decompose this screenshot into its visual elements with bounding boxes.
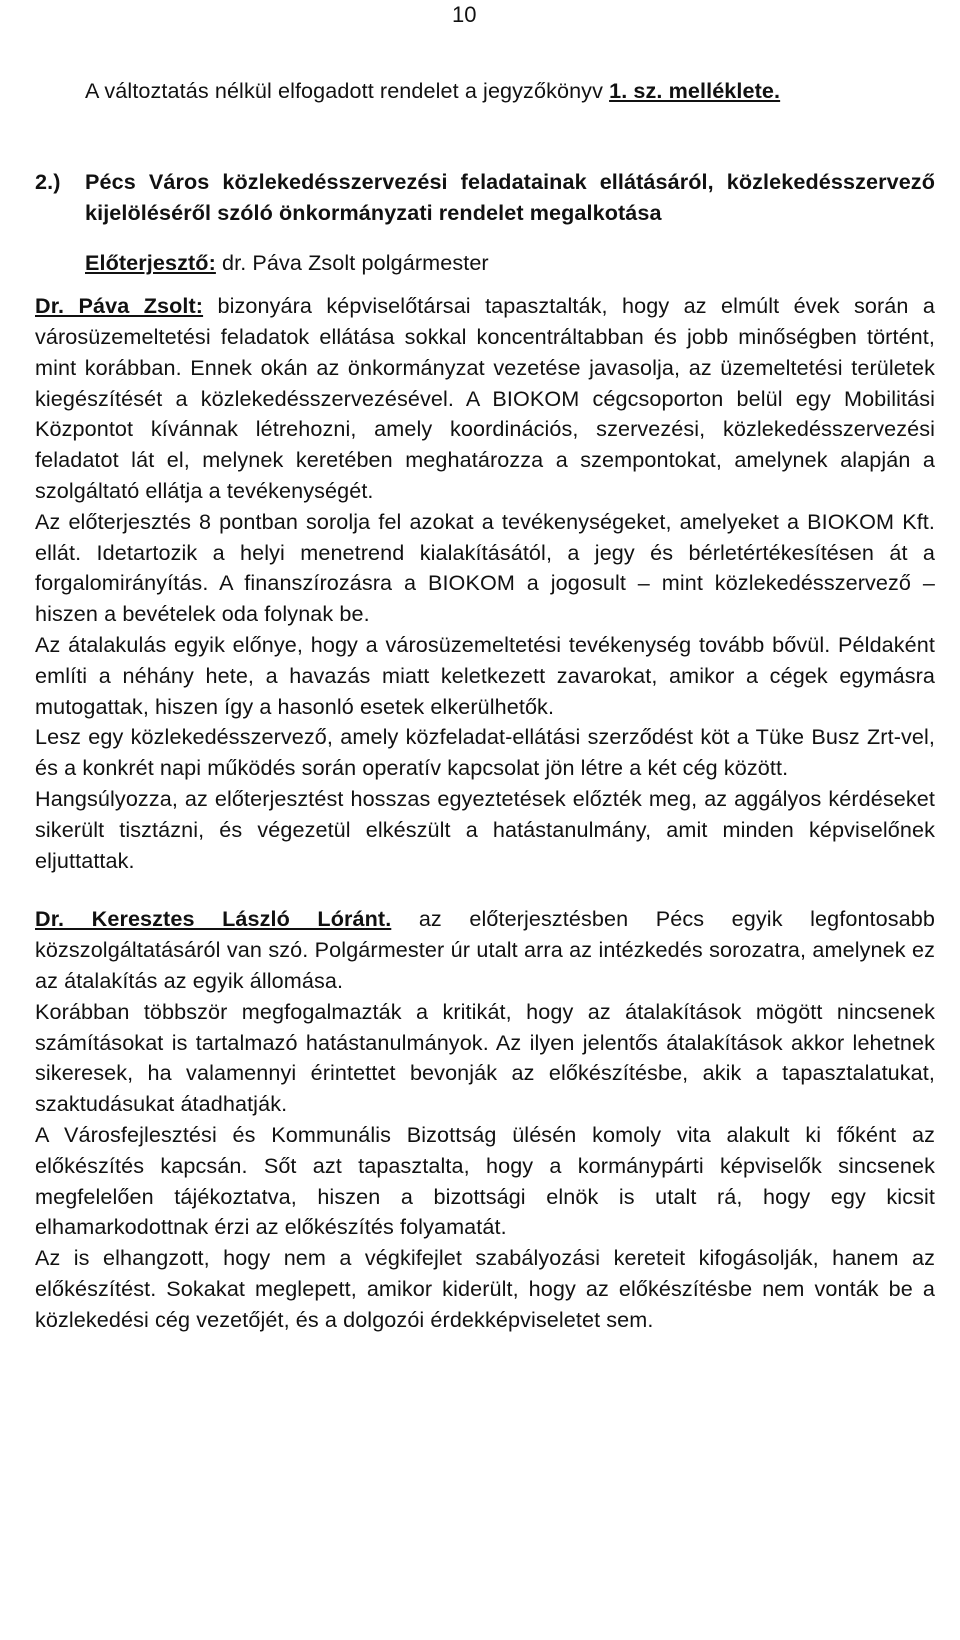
intro-paragraph — [35, 76, 935, 107]
speech-paragraph: Az előterjesztés 8 pontban sorolja fel azokat a tevékenységeket, amelyeket a BIOKOM Kft. ellát. Idetartozik a helyi menetrend kialakításától, a jegy és bérletértékesítésen át a forgalomirányítás. A finanszírozásra a BIOKOM a jogosult – mint közlekedésszervező – hiszen a bevételek oda folynak be. — [35, 508, 935, 627]
speech-paragraph: Az átalakulás egyik előnye, hogy a városüzemeltetési tevékenység tovább bővül. Példaként említi a néhány hete, a havazás miatt keletkezett zavarokat, amikor a cégek egymásra mutogattak, hiszen így a hasonló esetek elkerülhetők. — [35, 631, 935, 719]
page-content — [35, 76, 935, 1335]
annex-reference: 1. sz. melléklete. — [609, 78, 781, 103]
speech-keresztes — [35, 904, 935, 1335]
speech-paragraph — [35, 904, 935, 996]
speech-text: bizonyára képviselőtársai tapasztalták, hogy az elmúlt évek során a városüzemeltetési feladatok ellátása sokkal koncentráltabban és jobb minőségben történt, mint korábban. Ennek okán az önkormányzat vezetése javasolja, az üzemeltetési területek kiegészítését a közlekedésszervezésével. A BIOKOM cégcsoporton belül egy Mobilitási Központot kívánnak létrehozni, amely koordinációs, szervezési, közlekedésszervezési feladatot lát el, melynek keretében meghatározza a szempontokat, amelynek alapján a szolgáltató ellátja a tevékenységét. — [35, 293, 935, 503]
presenter-label: Előterjesztő: — [85, 250, 216, 276]
speech-paragraph: Hangsúlyozza, az előterjesztést hosszas egyeztetések előzték meg, az aggályos kérdéseket sikerült tisztázni, és végezetül elkészült a hatástanulmány, amit minden képviselőnek eljuttattak. — [35, 785, 935, 873]
speech-paragraph: Korábban többször megfogalmazták a kritikát, hogy az átalakítások mögött nincsenek számításokat is tartalmazó hatástanulmányok. Az ilyen jelentős átalakítások akkor lehetnek sikeresek, ha valamennyi érintettet bevonják az előkészítésbe, akik a tapasztalatukat, szaktudásukat átadhatják. — [35, 998, 935, 1117]
agenda-item — [35, 167, 935, 229]
page-number: 10 — [452, 2, 477, 27]
speaker-name: Dr. Páva Zsolt: — [35, 293, 204, 319]
presenter-line — [35, 248, 935, 279]
speech-paragraph: A Városfejlesztési és Kommunális Bizottság ülésén komoly vita alakult ki főként az előkészítés kapcsán. Sőt azt tapasztalta, hogy a kormánypárti képviselők sincsenek megfelelően tájékoztatva, hiszen a bizottsági elnök is utalt rá, hogy egy kicsit elhamarkodottnak érzi az előkészítés folyamatát. — [35, 1121, 935, 1240]
speech-paragraph: Az is elhangzott, hogy nem a végkifejlet szabályozási kereteit kifogásolják, hanem az előkészítést. Sokakat meglepett, amikor kiderült, hogy az előkészítésbe nem vonták be a közlekedési cég vezetőjét, és a dolgozói érdekképviseletet sem. — [35, 1245, 935, 1332]
speech-pava — [35, 291, 935, 876]
speech-paragraph: Lesz egy közlekedésszervező, amely közfeladat-ellátási szerződést köt a Tüke Busz Zrt-vel, és a konkrét napi működés során operatív kapcsolat jön létre a két cég között. — [35, 724, 935, 781]
speech-paragraph — [35, 291, 935, 507]
speaker-name: Dr. Keresztes László Lóránt. — [35, 906, 392, 932]
intro-text: A változtatás nélkül elfogadott rendelet a jegyzőkönyv — [85, 78, 610, 103]
presenter-name: dr. Páva Zsolt polgármester — [215, 250, 489, 276]
speech-text: az előterjesztésben Pécs egyik legfontosabb közszolgáltatásáról van szó. Polgármester úr utalt arra az intézkedés sorozatra, amelynek ez az átalakítás az egyik állomása. — [35, 906, 935, 993]
agenda-title: Pécs Város közlekedésszervezési feladatainak ellátásáról, közlekedésszervező kijelöléséről szóló önkormányzati rendelet megalkotása — [85, 168, 935, 225]
agenda-number: 2.) — [35, 168, 61, 194]
